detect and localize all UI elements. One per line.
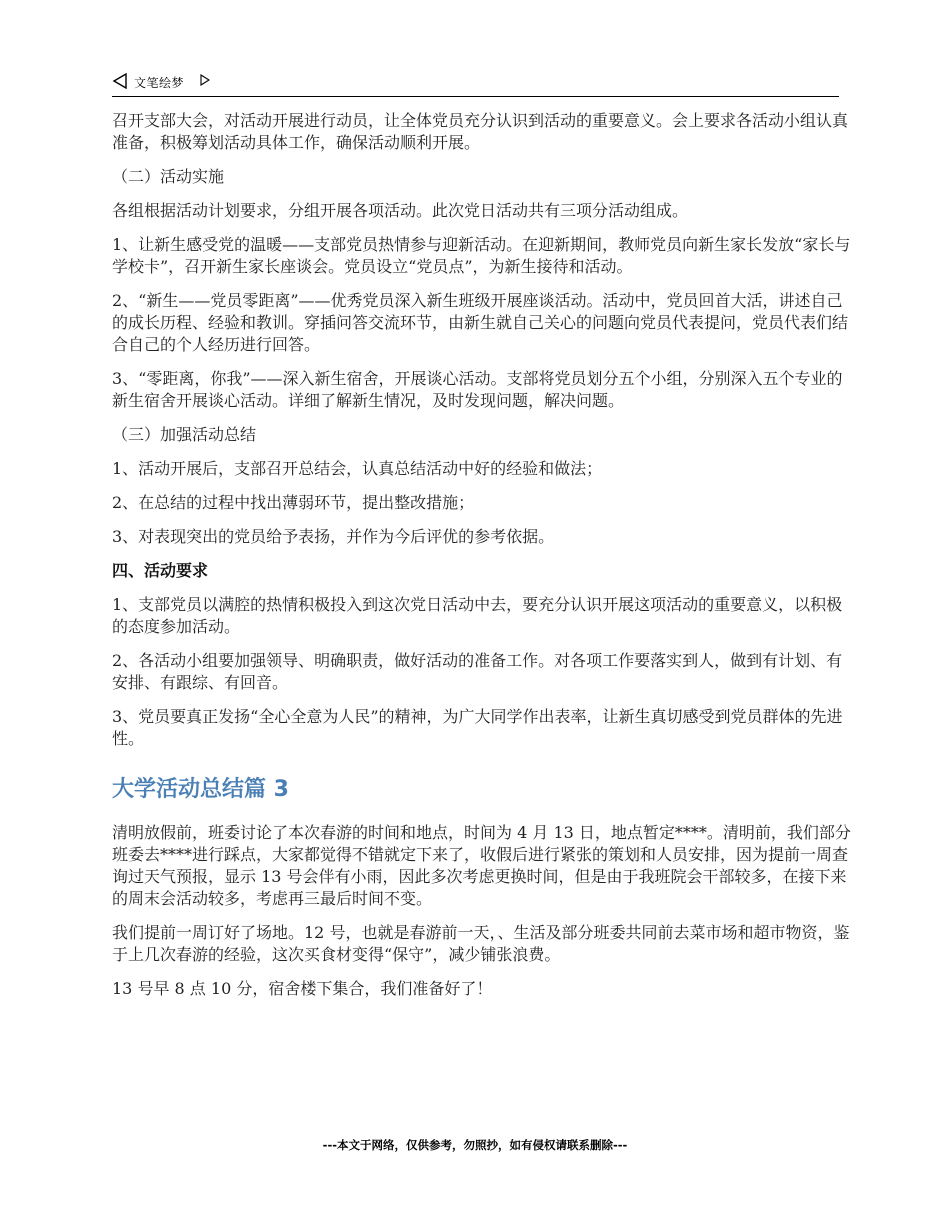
requirement-item: 3、党员要真正发扬“全心全意为人民”的精神，为广大同学作出表率，让新生真切感受到党员群体的先进性。 <box>112 707 843 748</box>
triangle-right-icon <box>200 74 210 86</box>
activity-item: 2、“新生——党员零距离”——优秀党员深入新生班级开展座谈活动。活动中，党员回首大活，讲述自己的成长历程、经验和教训。穿插问答交流环节，由新生就自己关心的问题向党员代表提问，党员代表们结合自己的个人经历进行回答。 <box>112 291 849 354</box>
triangle-left-icon <box>112 73 128 89</box>
summary-subheading: （三）加强活动总结 <box>112 425 257 444</box>
page-header <box>112 72 839 97</box>
article-paragraph: 清明放假前，班委讨论了本次春游的时间和地点，时间为 4 月 13 日，地点暂定****。清明前，我们部分班委去****进行踩点，大家都觉得不错就定下来了，收假后进行紧张的策划和人员安排，因为提前一周查询过天气预报，显示 13 号会伴有小雨，因此多次考虑更换时间，但是由于我班院会干部较多，在接下来的周末会活动较多，考虑再三最后时间不变。 <box>112 823 851 908</box>
implementation-subheading: （二）活动实施 <box>112 167 225 186</box>
intro-paragraph: 召开支部大会，对活动开展进行动员，让全体党员充分认识到活动的重要意义。会上要求各活动小组认真准备，积极筹划活动具体工作，确保活动顺利开展。 <box>112 111 849 152</box>
document-body <box>112 110 852 1012</box>
summary-item: 1、活动开展后，支部召开总结会，认真总结活动中好的经验和做法； <box>112 459 603 478</box>
implementation-paragraph: 各组根据活动计划要求，分组开展各项活动。此次党日活动共有三项分活动组成。 <box>112 201 689 220</box>
requirements-heading: 四、活动要求 <box>112 561 209 580</box>
article-paragraph: 13 号早 8 点 10 分，宿舍楼下集合，我们准备好了！ <box>112 979 493 998</box>
header-title: 文笔绘梦 <box>134 76 185 90</box>
article-title: 大学活动总结篇 3 <box>112 777 289 802</box>
summary-item: 3、对表现突出的党员给予表扬，并作为今后评优的参考依据。 <box>112 527 555 546</box>
requirement-item: 1、支部党员以满腔的热情积极投入到这次党日活动中去，要充分认识开展这项活动的重要意义，以积极的态度参加活动。 <box>112 595 843 636</box>
summary-item: 2、在总结的过程中找出薄弱环节，提出整改措施； <box>112 493 475 512</box>
activity-item: 1、让新生感受党的温暖——支部党员热情参与迎新活动。在迎新期间，教师党员向新生家长发放“家长与学校卡”，召开新生家长座谈会。党员设立“党员点”，为新生接待和活动。 <box>112 235 851 276</box>
page-footer: ---本文于网络，仅供参考，勿照抄，如有侵权请联系删除--- <box>322 1138 628 1152</box>
article-paragraph: 我们提前一周订好了场地。12 号，也就是春游前一天，、生活及部分班委共同前去菜市场和超市物资，鉴于上几次春游的经验，这次买食材变得“保守”，减少铺张浪费。 <box>112 923 850 964</box>
activity-item: 3、“零距离，你我”——深入新生宿舍，开展谈心活动。支部将党员划分五个小组，分别深入五个专业的新生宿舍开展谈心活动。详细了解新生情况，及时发现问题，解决问题。 <box>112 369 843 410</box>
requirement-item: 2、各活动小组要加强领导、明确职责，做好活动的准备工作。对各项工作要落实到人，做到有计划、有安排、有跟综、有回音。 <box>112 651 843 692</box>
